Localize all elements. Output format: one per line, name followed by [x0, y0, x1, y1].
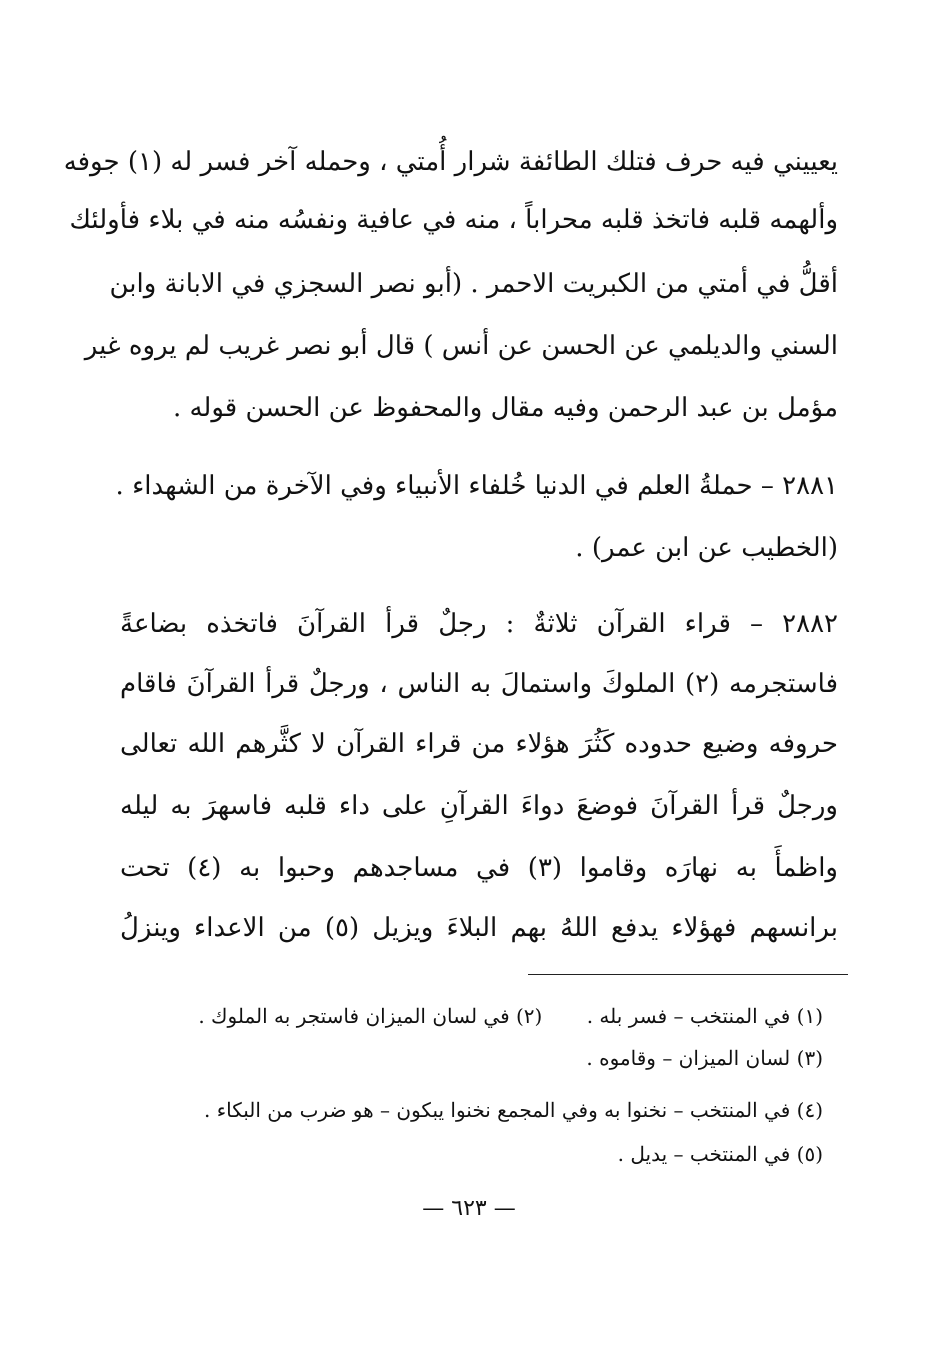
- footnote-row-1: [198, 998, 823, 1034]
- hadith-2882-line-1: ٢٨٨٢ – قراء القرآن ثلاثةٌ : رجلٌ قرأ القرآنَ فاتخذه بضاعةً: [120, 609, 838, 639]
- hadith-2881-line-1: ٢٨٨١ – حملةُ العلم في الدنيا خُلفاء الأنبياء وفي الآخرة من الشهداء .: [115, 471, 838, 501]
- footnote-4: (٤) في المنتخب – نخنوا به وفي المجمع نخنوا يبكون – هو ضرب من البكاء .: [203, 1098, 823, 1122]
- hadith-2882-line-6: برانسهم فهؤلاء يدفع اللهُ بهم البلاءَ ويزيل (٥) من الاعداء وينزلُ: [120, 913, 838, 943]
- footnote-5: (٥) في المنتخب – يديل .: [617, 1142, 823, 1166]
- footnote-1: (١) في المنتخب – فسر بله .: [586, 1004, 823, 1028]
- footnote-2: (٢) في لسان الميزان فاستجر به الملوك .: [198, 1004, 543, 1028]
- body-line-1: يعييني فيه حرف فتلك الطائفة شرار أُمتي ، وحمله آخر فسر له (١) جوفه: [63, 147, 838, 177]
- body-line-2: وألهمه قلبه فاتخذ قلبه محراباً ، منه في عافية ونفسُه منه في بلاء فأولئك: [69, 205, 838, 235]
- hadith-2882-line-3: حروفه وضيع حدوده كَثُرَ هؤلاء من قراء القرآن لا كثَّرهم الله تعالى: [120, 729, 838, 759]
- hadith-2882-line-4: ورجلٌ قرأ القرآنَ فوضعَ دواءَ القرآنِ على داء قلبه فاسهرَ به ليله: [120, 791, 838, 821]
- hadith-2882-line-5: واظمأَ به نهارَه وقاموا (٣) في مساجدهم وحبوا به (٤) تحت: [120, 853, 838, 883]
- body-line-3: أقلُّ في أمتي من الكبريت الاحمر . (أبو نصر السجزي في الابانة وابن: [109, 269, 838, 299]
- footnote-3: (٣) لسان الميزان – وقاموه .: [586, 1046, 823, 1070]
- body-line-5: مؤمل بن عبد الرحمن وفيه مقال والمحفوظ عن الحسن قوله .: [172, 393, 838, 423]
- page-number: — ٦٢٣ —: [422, 1196, 516, 1221]
- footnote-divider: [528, 974, 848, 975]
- hadith-2881-line-2: (الخطيب عن ابن عمر) .: [575, 533, 838, 563]
- hadith-2882-line-2: فاستجرمه (٢) الملوكَ واستمالَ به الناس ، ورجلٌ قرأ القرآنَ فاقام: [120, 669, 838, 699]
- body-line-4: السني والديلمي عن الحسن عن أنس ) قال أبو نصر غريب لم يروه غير: [84, 331, 838, 361]
